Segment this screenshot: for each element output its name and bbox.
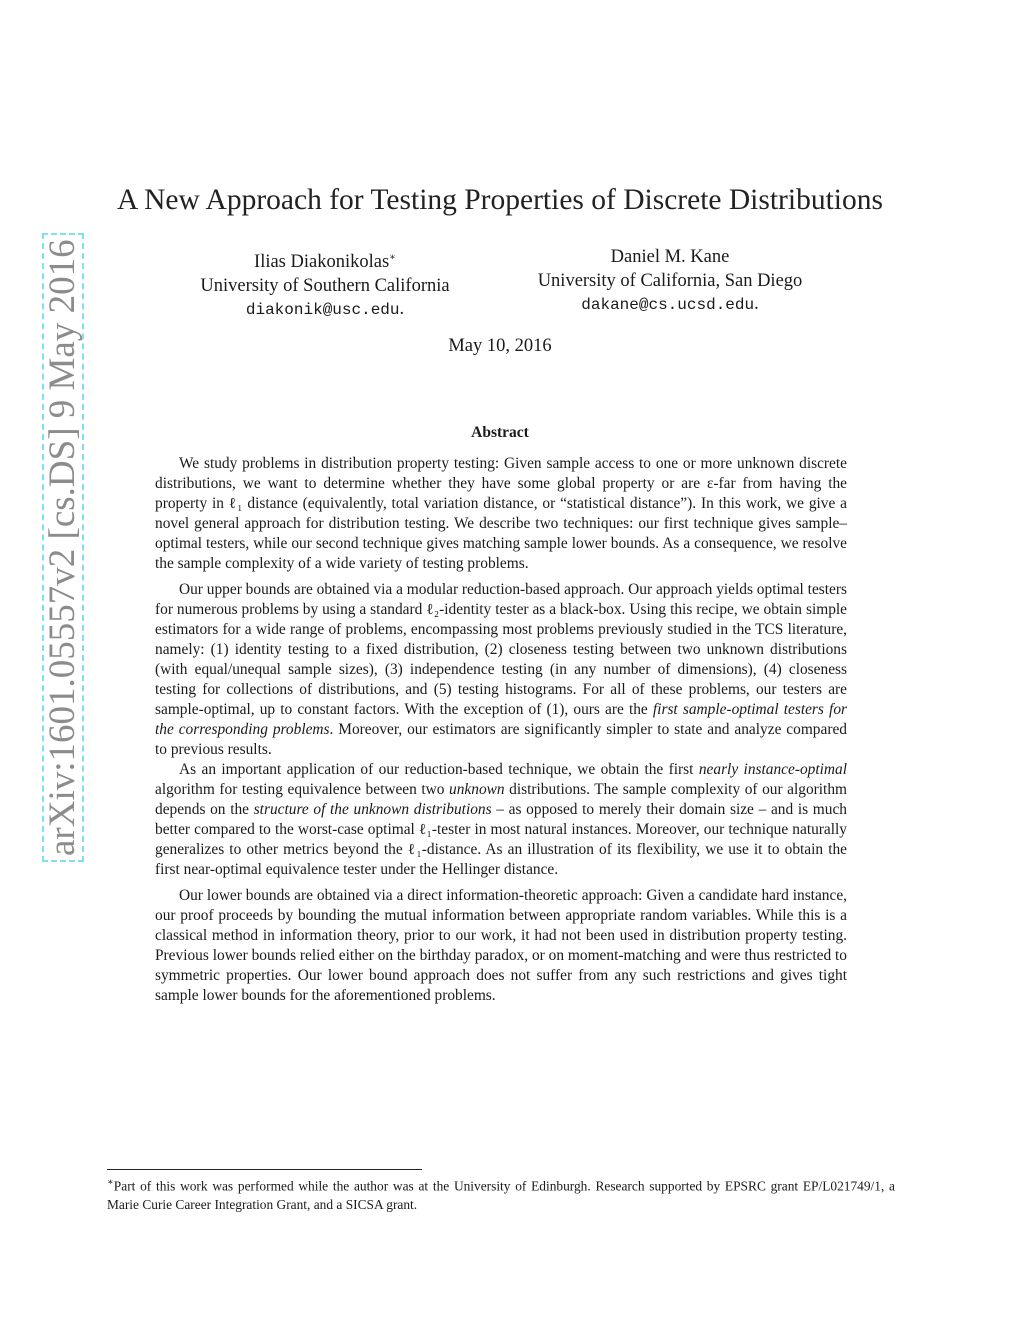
footnote-divider — [107, 1169, 422, 1170]
abstract-body — [155, 454, 847, 1006]
footnote-mark: ∗ — [107, 1177, 114, 1188]
arxiv-identifier-stamp: arXiv:1601.05557v2 [cs.DS] 9 May 2016 — [42, 233, 84, 862]
author-affiliation: University of Southern California — [200, 275, 450, 296]
abstract-paragraph-1: We study problems in distribution property testing: Given sample access to one or more unknown discrete distributions, we want to determine whether they have some global property or are ε-far from having the property in ℓ₁ distance (equivalently, total variation distance, or “statistical distance”). In this work, we give a novel general approach for distribution testing. We describe two techniques: our first technique gives sample–optimal testers, while our second technique gives matching sample lower bounds. As a consequence, we resolve the sample complexity of a wide variety of testing problems. — [155, 455, 847, 572]
footnote-text: Part of this work was performed while the author was at the University of Edinburgh. Research supported by EPSRC grant EP/L021749/1, a Marie Curie Career Integration Grant, and a SICSA grant. — [107, 1178, 895, 1213]
author-affiliation: University of California, San Diego — [537, 270, 803, 291]
author-email: diakonik@usc.edu — [245, 301, 400, 320]
footnote — [107, 1173, 895, 1214]
paper-title: A New Approach for Testing Properties of Discrete Distributions — [117, 184, 883, 216]
author-email: dakane@cs.ucsd.edu — [581, 296, 755, 314]
paper-date: May 10, 2016 — [448, 336, 552, 356]
abstract-paragraph-4: Our lower bounds are obtained via a direct information-theoretic approach: Given a candidate hard instance, our proof proceeds by bounding the mutual information between appropriate random variables. While this is a classical method in information theory, prior to our work, it had not been used in distribution property testing. Previous lower bounds relied either on the birthday paradox, or on moment-matching and were thus restricted to symmetric properties. Our lower bound approach does not suffer from any such restrictions and gives tight sample lower bounds for the aforementioned problems. — [155, 887, 847, 1004]
author-name: Daniel M. Kane — [610, 247, 730, 267]
author-block-1: Ilias Diakonikolas∗ University of Southern California diakonik@usc.edu. — [165, 246, 485, 323]
author-name: Ilias Diakonikolas — [254, 252, 390, 273]
abstract-heading: Abstract — [471, 424, 529, 441]
author-block-2: Daniel M. Kane University of California, San Diego dakane@cs.ucsd.edu. — [505, 246, 835, 318]
abstract-paragraph-2: Our upper bounds are obtained via a modular reduction-based approach. Our approach yields optimal testers for numerous problems by using a standard ℓ₂-identity tester as a black-box. Using this recipe, we obtain simple estimators for a wide range of problems, encompassing most problems previously studied in the TCS literature, namely: (1) identity testing to a fixed distribution, (2) closeness testing between two unknown distributions (with equal/unequal sample sizes), (3) independence testing (in any number of dimensions), (4) closeness testing for collections of distributions, and (5) testing histograms. For all of these problems, our testers are sample-optimal, up to constant factors. With the exception of (1), ours are the first sample-optimal testers for the corresponding problems. Moreover, our estimators are significantly simpler to state and analyze compared to previous results. — [155, 581, 848, 758]
abstract-paragraph-3: As an important application of our reduction-based technique, we obtain the first nearly instance-optimal algorithm for testing equivalence between two unknown distributions. The sample complexity of our algorithm depends on the structure of the unknown distributions – as opposed to merely their domain size – and is much better compared to the worst-case optimal ℓ₁-tester in most natural instances. Moreover, our technique naturally generalizes to other metrics beyond the ℓ₁-distance. As an illustration of its flexibility, we use it to obtain the first near-optimal equivalence tester under the Hellinger distance. — [155, 761, 848, 878]
author-footnote-mark: ∗ — [389, 252, 396, 263]
